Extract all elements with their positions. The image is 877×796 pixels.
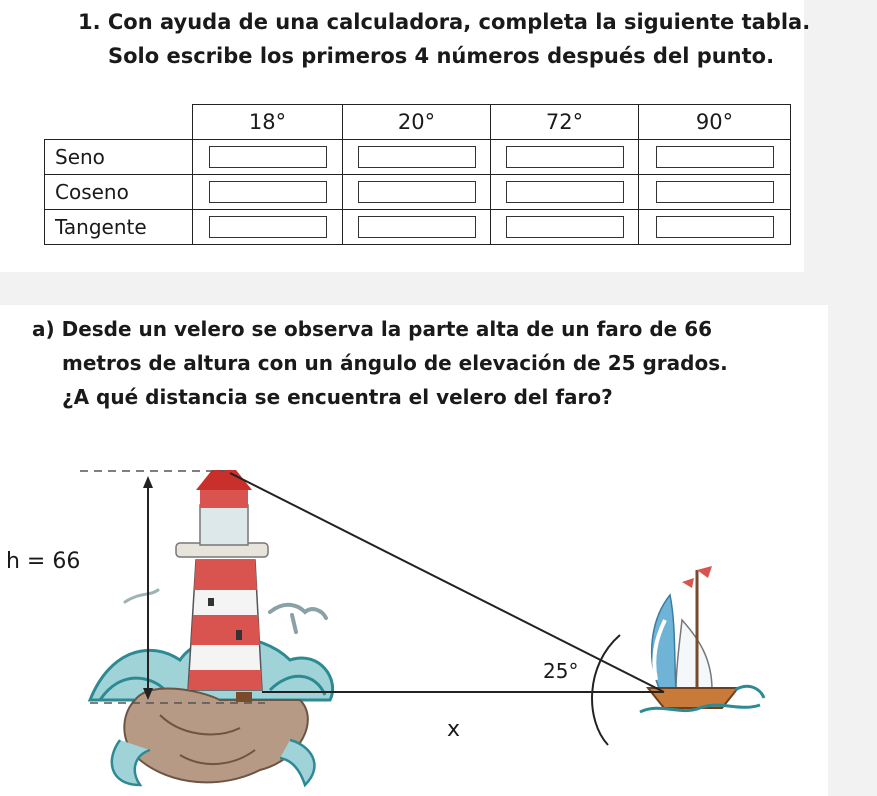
row-label: Coseno — [45, 175, 193, 210]
column-header: 20° — [343, 105, 491, 140]
answer-box[interactable] — [506, 181, 624, 203]
column-header: 72° — [491, 105, 639, 140]
column-header: 90° — [639, 105, 791, 140]
table-row — [45, 175, 791, 210]
table-row — [45, 140, 791, 175]
answer-box[interactable] — [209, 216, 327, 238]
question-a-line-2: metros de altura con un ángulo de elevación de 25 grados. — [62, 351, 728, 375]
answer-box[interactable] — [506, 146, 624, 168]
angle-label: 25° — [543, 659, 579, 683]
trig-table — [44, 104, 791, 245]
answer-box[interactable] — [506, 216, 624, 238]
answer-box[interactable] — [656, 216, 774, 238]
answer-box[interactable] — [656, 146, 774, 168]
table-row — [45, 210, 791, 245]
row-label: Seno — [45, 140, 193, 175]
height-label: h = 66 — [6, 549, 81, 574]
question-a-line-1: a) Desde un velero se observa la parte alta de un faro de 66 — [32, 317, 713, 341]
table-header-row — [45, 105, 791, 140]
answer-box[interactable] — [358, 146, 476, 168]
column-header: 18° — [193, 105, 343, 140]
answer-box[interactable] — [358, 181, 476, 203]
seagull-icon — [270, 605, 326, 632]
answer-box[interactable] — [209, 146, 327, 168]
distance-label: x — [447, 717, 461, 742]
answer-box[interactable] — [209, 181, 327, 203]
answer-box[interactable] — [358, 216, 476, 238]
lighthouse-illustration — [176, 470, 268, 702]
question-1-instruction: Solo escribe los primeros 4 números después del punto. — [108, 44, 775, 68]
question-1-title: 1. Con ayuda de una calculadora, completa la siguiente tabla. — [78, 10, 811, 34]
lighthouse-sailboat-figure — [0, 440, 828, 796]
answer-box[interactable] — [656, 181, 774, 203]
row-label: Tangente — [45, 210, 193, 245]
exercise-1-panel — [0, 0, 811, 272]
seagull-icon — [125, 590, 158, 602]
question-a-line-3: ¿A qué distancia se encuentra el velero del faro? — [62, 385, 613, 409]
table-corner-cell — [45, 105, 193, 140]
